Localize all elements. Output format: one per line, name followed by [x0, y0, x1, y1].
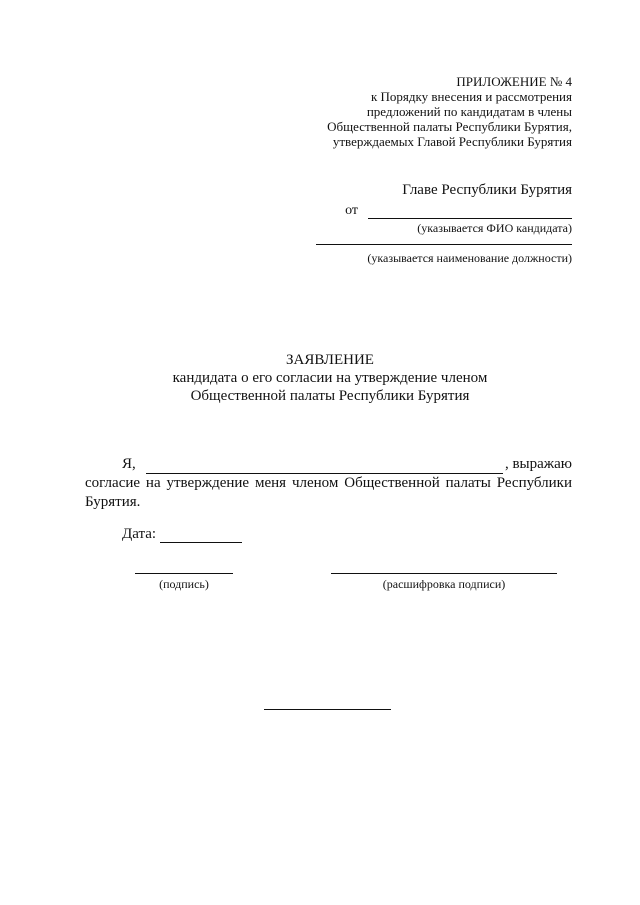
position-field[interactable] [316, 244, 572, 245]
title-block [0, 351, 640, 405]
document-subtitle: Общественной палаты Республики Бурятия [190, 388, 470, 404]
signature-field[interactable] [135, 573, 233, 574]
date-field[interactable] [160, 528, 242, 543]
statement-paragraph [85, 455, 572, 512]
from-label: от [345, 203, 358, 218]
full-name-field[interactable] [146, 459, 503, 474]
footer-line [264, 709, 391, 710]
date-row [122, 526, 242, 543]
document-heading: ЗАЯВЛЕНИЕ [286, 352, 374, 368]
appendix-line: предложений по кандидатам в члены [366, 104, 572, 119]
hint-fio: (указывается ФИО кандидата) [417, 221, 572, 235]
addressee-to: Главе Республики Бурятия [402, 182, 572, 198]
signature-decoding-field[interactable] [331, 573, 557, 574]
appendix-line: утверждаемых Главой Республики Бурятия [332, 134, 572, 149]
from-row [345, 203, 572, 219]
document-subtitle: кандидата о его согласии на утверждение членом [172, 370, 488, 386]
date-label: Дата: [122, 526, 157, 542]
appendix-line: к Порядку внесения и рассмотрения [370, 89, 572, 104]
signature-caption: (подпись) [159, 577, 209, 591]
statement-line [85, 455, 572, 474]
hint-position: (указывается наименование должности) [367, 251, 572, 265]
statement-line: согласие на утверждение меня членом Общественной палаты Республики [85, 475, 572, 491]
appendix-title: ПРИЛОЖЕНИЕ № 4 [456, 74, 572, 89]
statement-continue: , выражаю [504, 456, 572, 472]
statement-line: Бурятия. [85, 494, 141, 510]
statement-start: Я, [122, 456, 136, 472]
appendix-block [327, 74, 572, 149]
candidate-name-field[interactable] [368, 206, 572, 219]
appendix-line: Общественной палаты Республики Бурятия, [327, 119, 572, 134]
signature-decoding-caption: (расшифровка подписи) [382, 577, 506, 591]
